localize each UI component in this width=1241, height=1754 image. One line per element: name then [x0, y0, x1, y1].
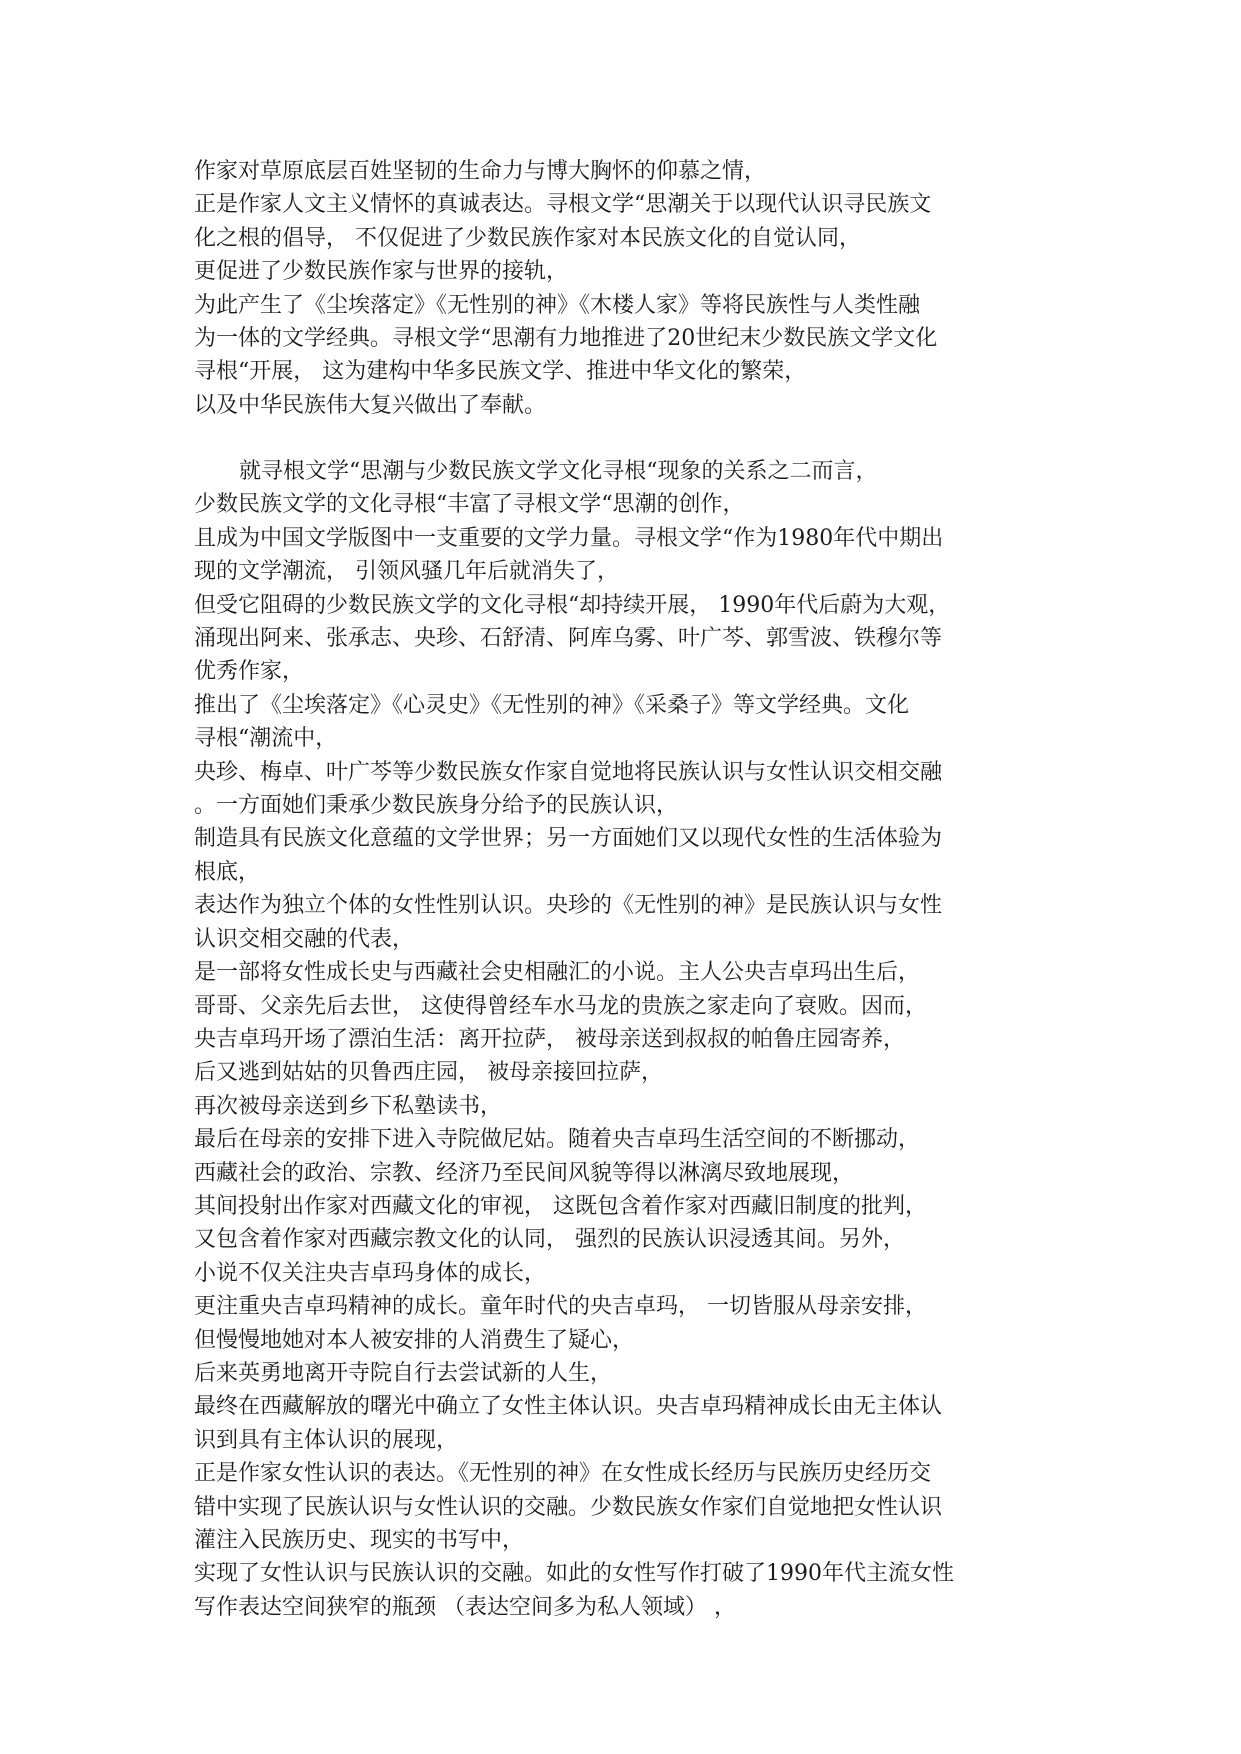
text-line: 错中实现了民族认识与女性认识的交融。少数民族女作家们自觉地把女性认识	[194, 1494, 943, 1520]
text-line: 化之根的倡导， 不仅促进了少数民族作家对本民族文化的自觉认同，	[194, 225, 861, 251]
text-line: 又包含着作家对西藏宗教文化的认同， 强烈的民族认识浸透其间。另外，	[194, 1227, 905, 1253]
text-line: 西藏社会的政治、宗教、经济乃至民间风貌等得以淋漓尽致地展现，	[194, 1160, 855, 1186]
text-line: 最终在西藏解放的曙光中确立了女性主体认识。央吉卓玛精神成长由无主体认	[194, 1394, 943, 1420]
text-line: 哥哥、父亲先后去世， 这使得曾经车水马龙的贵族之家走向了衰败。因而，	[194, 993, 927, 1019]
text-line: 写作表达空间狭窄的瓶颈 （表达空间多为私人领域） ，	[194, 1594, 736, 1620]
text-line: 识到具有主体认识的展现，	[194, 1427, 459, 1453]
text-line: 作家对草原底层百姓坚韧的生命力与博大胸怀的仰慕之情，	[194, 159, 767, 184]
text-line: 但受它阻碍的少数民族文学的文化寻根“却持续开展， 1990年代后蔚为大观，	[194, 592, 951, 618]
text-line: 灌注入民族历史、现实的书写中，	[194, 1528, 525, 1553]
text-line: 更注重央吉卓玛精神的成长。童年时代的央吉卓玛， 一切皆服从母亲安排，	[194, 1294, 927, 1320]
text-line: 正是作家女性认识的表达。《无性别的神》在女性成长经历与民族历史经历交	[194, 1461, 932, 1487]
text-line: 根底，	[194, 859, 261, 885]
text-line: 制造具有民族文化意蕴的文学世界；另一方面她们又以现代女性的生活体验为	[194, 826, 943, 852]
text-line: 为一体的文学经典。寻根文学“思潮有力地推进了20世纪末少数民族文学文化	[194, 326, 938, 352]
paragraph-1	[194, 155, 1074, 422]
text-line: 后来英勇地离开寺院自行去尝试新的人生，	[194, 1360, 613, 1386]
text-line: 表达作为独立个体的女性性别认识。央珍的《无性别的神》是民族认识与女性	[194, 893, 943, 919]
text-line: 最后在母亲的安排下进入寺院做尼姑。随着央吉卓玛生活空间的不断挪动，	[194, 1127, 921, 1153]
text-line: 更促进了少数民族作家与世界的接轨，	[194, 259, 569, 285]
text-line: 为此产生了《尘埃落定》《无性别的神》《木楼人家》等将民族性与人类性融	[194, 292, 921, 318]
text-line: 寻根“潮流中，	[194, 726, 338, 752]
text-line: 少数民族文学的文化寻根“丰富了寻根文学“思潮的创作，	[194, 492, 745, 518]
text-line: 小说不仅关注央吉卓玛身体的成长，	[194, 1260, 547, 1286]
text-line: 且成为中国文学版图中一支重要的文学力量。寻根文学“作为1980年代中期出	[194, 525, 944, 551]
text-line: 再次被母亲送到乡下私塾读书，	[194, 1093, 503, 1119]
text-line: 现的文学潮流， 引领风骚几年后就消失了，	[194, 559, 619, 585]
text-line: 后又逃到姑姑的贝鲁西庄园， 被母亲接回拉萨，	[194, 1060, 663, 1086]
text-line: 就寻根文学“思潮与少数民族文学文化寻根“现象的关系之二而言，	[239, 459, 878, 484]
text-line: 正是作家人文主义情怀的真诚表达。寻根文学“思潮关于以现代认识寻民族文	[194, 192, 932, 218]
text-line: 。一方面她们秉承少数民族身分给予的民族认识，	[194, 793, 679, 819]
text-line: 但慢慢地她对本人被安排的人消费生了疑心，	[194, 1327, 635, 1353]
text-line: 央珍、梅卓、叶广芩等少数民族女作家自觉地将民族认识与女性认识交相交融	[194, 759, 943, 785]
text-line: 实现了女性认识与民族认识的交融。如此的女性写作打破了1990年代主流女性	[194, 1561, 954, 1587]
text-line: 是一部将女性成长史与西藏社会史相融汇的小说。主人公央吉卓玛出生后，	[194, 960, 921, 986]
text-line: 认识交相交融的代表，	[194, 926, 415, 952]
text-line: 其间投射出作家对西藏文化的审视， 这既包含着作家对西藏旧制度的批判，	[194, 1193, 927, 1219]
text-line: 优秀作家，	[194, 659, 305, 685]
text-line: 央吉卓玛开场了漂泊生活：离开拉萨， 被母亲送到叔叔的帕鲁庄园寄养，	[194, 1026, 905, 1052]
text-line: 寻根“开展， 这为建构中华多民族文学、推进中华文化的繁荣，	[194, 359, 807, 385]
text-line: 涌现出阿来、张承志、央珍、石舒清、阿库乌雾、叶广芩、郭雪波、铁穆尔等	[194, 626, 943, 652]
text-line: 推出了《尘埃落定》《心灵史》《无性别的神》《采桑子》等文学经典。文化	[194, 692, 910, 718]
paragraph-2	[194, 455, 1074, 1624]
text-line: 以及中华民族伟大复兴做出了奉献。	[194, 392, 547, 418]
